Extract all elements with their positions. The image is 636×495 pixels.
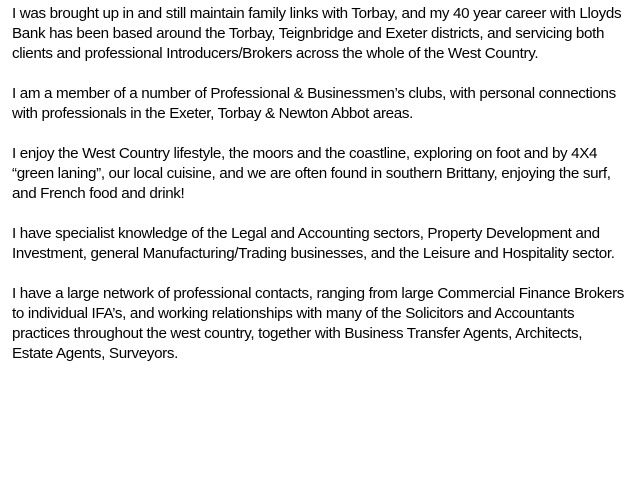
bio-paragraph-lifestyle: I enjoy the West Country lifestyle, the moors and the coastline, exploring on foot and by 4X4 “green laning”, our local cuisine, and we are often found in southern Brittany, enjoying the surf, and French food and drink! xyxy=(12,145,611,202)
bio-paragraph-network: I have a large network of professional contacts, ranging from large Commercial Finance Brokers to individual IFA’s, and working relationships with many of the Solicitors and Accountants practices throughout the west country, together with Business Transfer Agents, Architects, Estate Agents, Surveyors. xyxy=(12,285,625,362)
bio-paragraph-memberships: I am a member of a number of Professional & Businessmen’s clubs, with personal connections with professionals in the Exeter, Torbay & Newton Abbot areas. xyxy=(12,85,616,122)
bio-paragraph-family-career: I was brought up in and still maintain family links with Torbay, and my 40 year career with Lloyds Bank has been based around the Torbay, Teignbridge and Exeter districts, and servicing both clients and professional Introducers/Brokers across the whole of the West Country. xyxy=(12,5,622,62)
bio-text-block xyxy=(12,4,626,384)
bio-paragraph-specialist-knowledge: I have specialist knowledge of the Legal and Accounting sectors, Property Development and Investment, general Manufacturing/Trading businesses, and the Leisure and Hospitality sector. xyxy=(12,225,615,262)
